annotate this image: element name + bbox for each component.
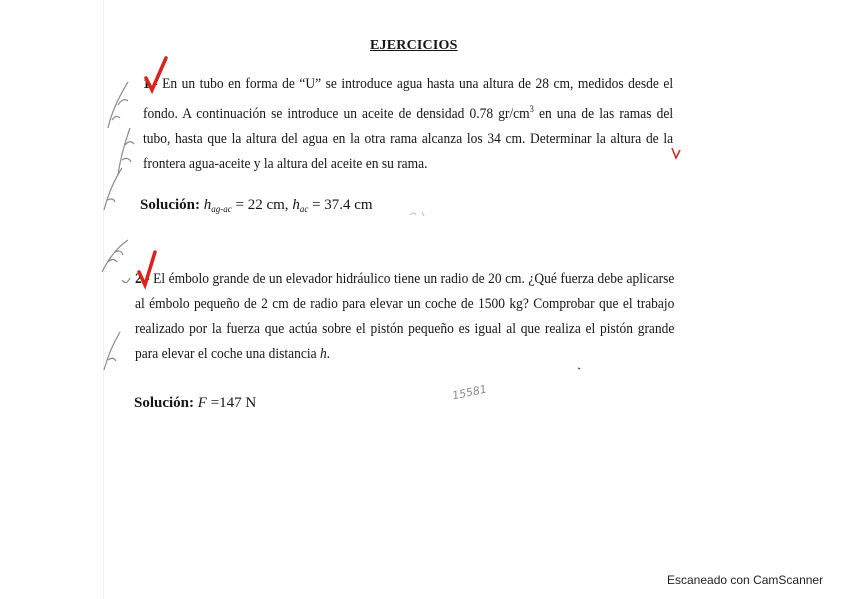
- solution-2-value: =147 N: [206, 395, 257, 411]
- handwritten-note: 15581: [451, 382, 488, 403]
- handwriting-scribble-icon: [102, 240, 128, 272]
- solution-1-h2: h: [292, 197, 300, 213]
- handwriting-scribble-icon: [104, 332, 120, 370]
- solution-1-h2-sub: ac: [299, 204, 309, 214]
- solution-2-variable: F: [197, 395, 207, 411]
- exercise-2-variable: h: [319, 346, 327, 362]
- handwriting-scribble-icon: [104, 168, 122, 210]
- document-title: EJERCICIOS: [370, 38, 458, 53]
- solution-1-h1: h: [203, 197, 212, 213]
- exercise-1-solution: [140, 197, 373, 214]
- page-left-margin: [0, 0, 104, 599]
- exercise-1-number: 1.-: [143, 76, 158, 92]
- exercise-2-text-a: El émbolo grande de un elevador hidráulico tiene un radio de 20 cm. ¿Qué fuerza debe aplicarse al émbolo pequeño de 2 cm de radio para elevar un coche de 1500 kg? Comprobar que el trabajo realizado por la fuerza que actúa sobre el pistón pequeño es igual al que realiza el pistón grande para elevar el coche una distancia: [135, 271, 675, 362]
- exercise-1-text: [143, 72, 673, 177]
- scanner-watermark: Escaneado con CamScanner: [667, 573, 824, 587]
- exercise-1-text-a: En un tubo en forma de “U” se introduce agua hasta una altura de 28 cm, medidos desde el fondo. A continuación se introduce un aceite de densidad 0.78 gr/cm: [143, 76, 674, 122]
- exercise-2-solution-label: Solución:: [134, 395, 195, 411]
- handwriting-scribble-icon: [122, 278, 130, 283]
- exercise-1-solution-label: Solución:: [140, 197, 201, 213]
- small-check-icon: [672, 148, 680, 158]
- solution-1-value-2: = 37.4 cm: [308, 197, 373, 213]
- exercise-2-text-end: .: [326, 346, 331, 362]
- exercise-2-text: [135, 267, 674, 367]
- solution-1-h1-sub: ag-ac: [211, 204, 232, 214]
- solution-1-value-1: = 22 cm,: [231, 197, 293, 213]
- exercise-1-text-b: en una de las ramas del tubo, hasta que la altura del agua en la otra rama alcanza los 34 cm. Determinar la altura de la frontera agua-aceite y la altura del aceite en su rama.: [143, 106, 674, 172]
- faint-mark-icon: [410, 212, 424, 216]
- handwriting-scribble-icon: [108, 82, 128, 128]
- handwriting-scribble-icon: [118, 128, 134, 175]
- exercise-1-superscript: 3: [529, 104, 534, 114]
- exercise-2-number: 2.-: [135, 271, 150, 287]
- exercise-2-solution: [134, 395, 256, 412]
- dot-mark-icon: [578, 368, 580, 369]
